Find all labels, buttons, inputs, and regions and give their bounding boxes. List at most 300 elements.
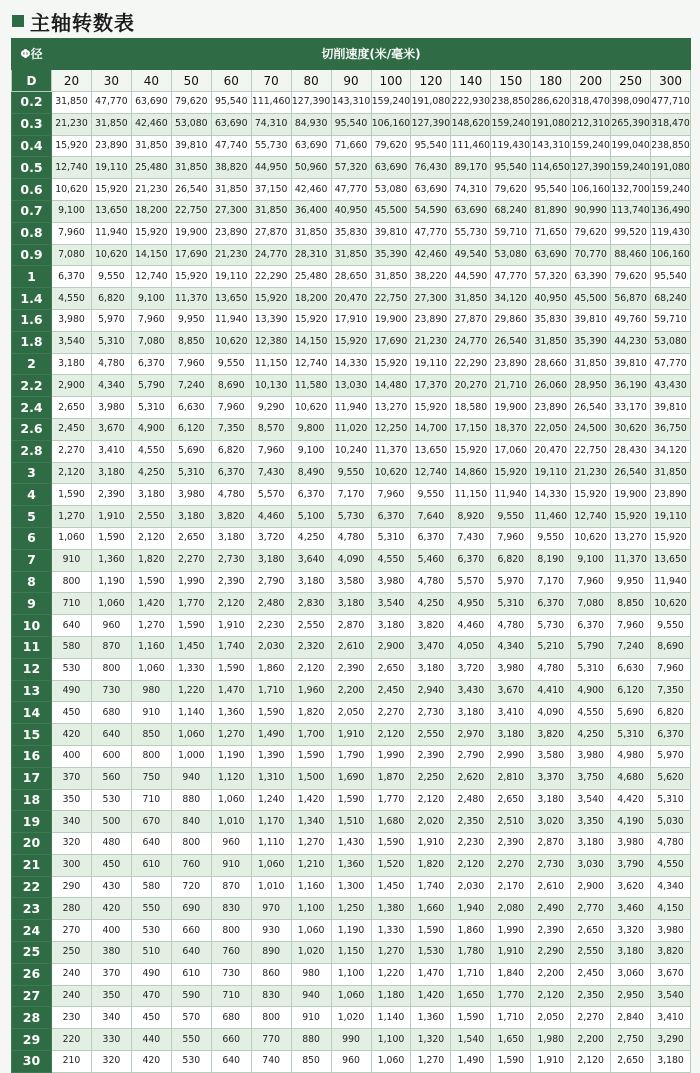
rpm-cell: 1,590: [211, 658, 251, 680]
rpm-cell: 4,900: [571, 680, 611, 702]
rpm-cell: 95,540: [211, 92, 251, 114]
rpm-cell: 7,080: [131, 331, 171, 353]
rpm-cell: 1,910: [531, 1051, 571, 1073]
rpm-cell: 2,230: [451, 833, 491, 855]
rpm-cell: 265,390: [611, 113, 651, 135]
rpm-cell: 1,320: [411, 1029, 451, 1051]
rpm-cell: 3,980: [571, 745, 611, 767]
rpm-cell: 2,200: [531, 963, 571, 985]
rpm-cell: 4,980: [611, 745, 651, 767]
rpm-cell: 1,450: [171, 636, 211, 658]
rpm-cell: 15,920: [131, 222, 171, 244]
rpm-cell: 3,410: [651, 1007, 691, 1029]
rpm-cell: 220: [52, 1029, 92, 1051]
rpm-cell: 95,540: [331, 113, 371, 135]
rpm-cell: 5,310: [131, 397, 171, 419]
rpm-cell: 7,080: [571, 593, 611, 615]
diameter-cell: 0.2: [12, 92, 52, 114]
diameter-cell: 14: [12, 702, 52, 724]
rpm-cell: 15,920: [371, 353, 411, 375]
rpm-cell: 1,360: [211, 702, 251, 724]
rpm-cell: 28,660: [531, 353, 571, 375]
rpm-cell: 132,700: [611, 179, 651, 201]
rpm-cell: 320: [91, 1051, 131, 1073]
rpm-cell: 940: [171, 767, 211, 789]
rpm-cell: 8,850: [171, 331, 211, 353]
rpm-cell: 19,900: [171, 222, 211, 244]
rpm-cell: 7,080: [52, 244, 92, 266]
rpm-cell: 3,410: [491, 702, 531, 724]
rpm-cell: 7,960: [371, 484, 411, 506]
rpm-cell: 53,080: [171, 113, 211, 135]
rpm-cell: 5,790: [131, 375, 171, 397]
diameter-cell: 30: [12, 1051, 52, 1073]
diameter-cell: 1.6: [12, 309, 52, 331]
rpm-cell: 40,950: [331, 200, 371, 222]
rpm-cell: 24,770: [251, 244, 291, 266]
rpm-cell: 2,120: [211, 593, 251, 615]
rpm-cell: 1,490: [451, 1051, 491, 1073]
rpm-cell: 1,660: [411, 898, 451, 920]
rpm-cell: 2,200: [571, 1029, 611, 1051]
rpm-cell: 71,650: [531, 222, 571, 244]
diameter-cell: 24: [12, 920, 52, 942]
rpm-cell: 25,480: [291, 266, 331, 288]
rpm-cell: 3,980: [171, 484, 211, 506]
rpm-cell: 14,860: [451, 462, 491, 484]
rpm-cell: 680: [91, 702, 131, 724]
speed-header-cell: 50: [171, 70, 211, 92]
rpm-cell: 5,970: [651, 745, 691, 767]
rpm-cell: 1,590: [52, 484, 92, 506]
diameter-cell: 2: [12, 353, 52, 375]
rpm-cell: 5,570: [251, 484, 291, 506]
rpm-cell: 13,270: [371, 397, 411, 419]
rpm-cell: 2,270: [371, 702, 411, 724]
rpm-cell: 4,150: [651, 898, 691, 920]
rpm-cell: 88,460: [611, 244, 651, 266]
rpm-cell: 127,390: [571, 157, 611, 179]
rpm-cell: 4,340: [651, 876, 691, 898]
rpm-cell: 14,330: [331, 353, 371, 375]
rpm-cell: 470: [131, 985, 171, 1007]
rpm-cell: 13,650: [91, 200, 131, 222]
diameter-cell: 16: [12, 745, 52, 767]
table-row: [12, 593, 691, 615]
rpm-cell: 3,790: [611, 854, 651, 876]
rpm-cell: 47,770: [491, 266, 531, 288]
rpm-cell: 640: [171, 942, 211, 964]
rpm-cell: 940: [291, 985, 331, 1007]
rpm-cell: 2,650: [571, 920, 611, 942]
rpm-cell: 640: [131, 833, 171, 855]
rpm-cell: 14,330: [531, 484, 571, 506]
rpm-cell: 3,180: [211, 527, 251, 549]
rpm-cell: 2,120: [571, 1051, 611, 1073]
rpm-cell: 47,770: [331, 179, 371, 201]
rpm-cell: 36,400: [291, 200, 331, 222]
rpm-cell: 35,390: [571, 331, 611, 353]
rpm-cell: 2,120: [531, 985, 571, 1007]
title-square-icon: [12, 15, 24, 27]
rpm-cell: 111,460: [251, 92, 291, 114]
rpm-cell: 840: [171, 811, 211, 833]
rpm-cell: 71,660: [331, 135, 371, 157]
rpm-cell: 1,060: [211, 789, 251, 811]
rpm-cell: 1,380: [371, 898, 411, 920]
rpm-cell: 9,550: [411, 484, 451, 506]
rpm-cell: 26,540: [571, 397, 611, 419]
rpm-cell: 1,160: [291, 876, 331, 898]
rpm-cell: 980: [291, 963, 331, 985]
rpm-cell: 2,830: [291, 593, 331, 615]
rpm-cell: 49,760: [611, 309, 651, 331]
rpm-cell: 13,650: [651, 549, 691, 571]
rpm-cell: 3,750: [571, 767, 611, 789]
rpm-cell: 6,820: [211, 440, 251, 462]
rpm-cell: 3,820: [411, 615, 451, 637]
rpm-cell: 1,270: [211, 724, 251, 746]
rpm-cell: 2,550: [571, 942, 611, 964]
diameter-cell: 8: [12, 571, 52, 593]
rpm-cell: 15,920: [291, 309, 331, 331]
rpm-cell: 15,920: [91, 179, 131, 201]
spindle-speed-table: [11, 38, 691, 1073]
rpm-cell: 10,240: [331, 440, 371, 462]
rpm-cell: 7,350: [651, 680, 691, 702]
rpm-cell: 39,810: [571, 309, 611, 331]
rpm-cell: 2,120: [52, 462, 92, 484]
rpm-cell: 8,850: [611, 593, 651, 615]
rpm-cell: 6,370: [651, 724, 691, 746]
rpm-cell: 5,620: [651, 767, 691, 789]
rpm-cell: 4,900: [131, 418, 171, 440]
rpm-cell: 106,160: [571, 179, 611, 201]
rpm-cell: 1,420: [131, 593, 171, 615]
rpm-cell: 2,650: [52, 397, 92, 419]
rpm-cell: 5,570: [451, 571, 491, 593]
rpm-cell: 9,550: [651, 615, 691, 637]
rpm-cell: 1,910: [491, 942, 531, 964]
table-row: [12, 309, 691, 331]
rpm-cell: 7,430: [251, 462, 291, 484]
rpm-cell: 3,180: [251, 549, 291, 571]
rpm-cell: 1,210: [291, 854, 331, 876]
rpm-cell: 35,830: [531, 309, 571, 331]
rpm-cell: 11,150: [251, 353, 291, 375]
rpm-cell: 530: [52, 658, 92, 680]
rpm-cell: 800: [211, 920, 251, 942]
rpm-cell: 95,540: [651, 266, 691, 288]
rpm-cell: 550: [171, 1029, 211, 1051]
rpm-cell: 1,010: [211, 811, 251, 833]
diameter-cell: 5: [12, 506, 52, 528]
rpm-cell: 159,240: [491, 113, 531, 135]
rpm-cell: 960: [211, 833, 251, 855]
rpm-cell: 3,410: [91, 440, 131, 462]
diameter-cell: 11: [12, 636, 52, 658]
table-row: [12, 113, 691, 135]
diameter-cell: 15: [12, 724, 52, 746]
rpm-cell: 14,150: [291, 331, 331, 353]
rpm-cell: 340: [91, 1007, 131, 1029]
rpm-cell: 710: [52, 593, 92, 615]
rpm-cell: 2,900: [52, 375, 92, 397]
rpm-cell: 2,450: [571, 963, 611, 985]
rpm-cell: 2,450: [371, 680, 411, 702]
rpm-cell: 4,250: [411, 593, 451, 615]
rpm-cell: 13,650: [411, 440, 451, 462]
rpm-cell: 5,310: [171, 462, 211, 484]
rpm-cell: 4,460: [451, 615, 491, 637]
rpm-cell: 27,870: [451, 309, 491, 331]
rpm-cell: 2,270: [491, 854, 531, 876]
rpm-cell: 53,080: [371, 179, 411, 201]
table-row: [12, 200, 691, 222]
rpm-cell: 44,590: [451, 266, 491, 288]
rpm-cell: 660: [171, 920, 211, 942]
rpm-cell: 127,390: [291, 92, 331, 114]
rpm-cell: 980: [131, 680, 171, 702]
rpm-cell: 3,180: [91, 462, 131, 484]
rpm-cell: 2,120: [411, 789, 451, 811]
table-row: [12, 658, 691, 680]
rpm-cell: 2,650: [491, 789, 531, 811]
rpm-cell: 1,140: [371, 1007, 411, 1029]
rpm-cell: 1,510: [331, 811, 371, 833]
rpm-cell: 1,740: [211, 636, 251, 658]
rpm-cell: 3,290: [651, 1029, 691, 1051]
table-row: [12, 397, 691, 419]
rpm-cell: 9,100: [291, 440, 331, 462]
table-row: [12, 222, 691, 244]
rpm-cell: 2,550: [411, 724, 451, 746]
rpm-cell: 95,540: [411, 135, 451, 157]
rpm-cell: 1,020: [291, 942, 331, 964]
rpm-cell: 34,120: [491, 288, 531, 310]
rpm-cell: 2,550: [131, 506, 171, 528]
rpm-cell: 1,780: [451, 942, 491, 964]
rpm-cell: 2,900: [371, 636, 411, 658]
rpm-cell: 270: [52, 920, 92, 942]
rpm-cell: 480: [91, 833, 131, 855]
rpm-cell: 1,100: [291, 898, 331, 920]
rpm-cell: 1,910: [331, 724, 371, 746]
rpm-cell: 1,680: [371, 811, 411, 833]
rpm-cell: 4,780: [331, 527, 371, 549]
rpm-cell: 730: [91, 680, 131, 702]
rpm-cell: 1,270: [411, 1051, 451, 1073]
rpm-cell: 191,080: [411, 92, 451, 114]
rpm-cell: 1,700: [291, 724, 331, 746]
rpm-cell: 31,850: [571, 353, 611, 375]
rpm-cell: 106,160: [371, 113, 411, 135]
rpm-cell: 1,860: [451, 920, 491, 942]
rpm-cell: 26,540: [611, 462, 651, 484]
rpm-cell: 1,690: [331, 767, 371, 789]
rpm-cell: 5,210: [531, 636, 571, 658]
rpm-cell: 17,150: [451, 418, 491, 440]
rpm-cell: 3,980: [91, 397, 131, 419]
rpm-cell: 510: [131, 942, 171, 964]
rpm-cell: 89,170: [451, 157, 491, 179]
rpm-cell: 1,300: [331, 876, 371, 898]
rpm-cell: 4,250: [571, 724, 611, 746]
diameter-cell: 0.8: [12, 222, 52, 244]
rpm-cell: 3,540: [52, 331, 92, 353]
rpm-cell: 7,960: [611, 615, 651, 637]
rpm-cell: 63,690: [131, 92, 171, 114]
rpm-cell: 11,460: [531, 506, 571, 528]
rpm-cell: 8,920: [451, 506, 491, 528]
rpm-cell: 55,730: [451, 222, 491, 244]
table-row: [12, 549, 691, 571]
rpm-cell: 7,170: [331, 484, 371, 506]
rpm-cell: 3,370: [531, 767, 571, 789]
rpm-cell: 4,250: [291, 527, 331, 549]
rpm-cell: 1,910: [211, 615, 251, 637]
rpm-cell: 4,340: [91, 375, 131, 397]
table-row: [12, 571, 691, 593]
rpm-cell: 1,450: [371, 876, 411, 898]
rpm-cell: 1,110: [251, 833, 291, 855]
rpm-cell: 2,270: [171, 549, 211, 571]
rpm-cell: 2,030: [451, 876, 491, 898]
rpm-cell: 9,550: [491, 506, 531, 528]
rpm-cell: 4,050: [451, 636, 491, 658]
rpm-cell: 1,060: [291, 920, 331, 942]
rpm-cell: 1,180: [371, 985, 411, 1007]
rpm-cell: 2,290: [531, 942, 571, 964]
rpm-cell: 1,060: [331, 985, 371, 1007]
rpm-cell: 31,850: [451, 288, 491, 310]
rpm-cell: 36,750: [651, 418, 691, 440]
rpm-cell: 1,140: [171, 702, 211, 724]
rpm-cell: 420: [91, 898, 131, 920]
rpm-cell: 210: [52, 1051, 92, 1073]
rpm-cell: 38,220: [411, 266, 451, 288]
rpm-cell: 1,000: [171, 745, 211, 767]
rpm-cell: 4,250: [131, 462, 171, 484]
rpm-cell: 3,060: [611, 963, 651, 985]
rpm-cell: 4,550: [651, 854, 691, 876]
rpm-cell: 95,540: [491, 157, 531, 179]
rpm-cell: 6,370: [371, 506, 411, 528]
rpm-cell: 8,690: [651, 636, 691, 658]
rpm-cell: 2,970: [451, 724, 491, 746]
rpm-cell: 2,730: [211, 549, 251, 571]
rpm-cell: 5,730: [531, 615, 571, 637]
rpm-cell: 6,820: [651, 702, 691, 724]
rpm-cell: 380: [91, 942, 131, 964]
rpm-cell: 11,370: [371, 440, 411, 462]
speed-header-cell: 200: [571, 70, 611, 92]
rpm-cell: 320: [52, 833, 92, 855]
rpm-cell: 550: [131, 898, 171, 920]
rpm-cell: 1,740: [411, 876, 451, 898]
diameter-cell: 29: [12, 1029, 52, 1051]
rpm-cell: 1,060: [251, 854, 291, 876]
rpm-cell: 910: [211, 854, 251, 876]
rpm-cell: 7,170: [531, 571, 571, 593]
rpm-cell: 350: [52, 789, 92, 811]
rpm-cell: 23,890: [531, 397, 571, 419]
rpm-cell: 3,180: [371, 615, 411, 637]
rpm-cell: 39,810: [371, 222, 411, 244]
rpm-cell: 212,310: [571, 113, 611, 135]
rpm-cell: 580: [52, 636, 92, 658]
rpm-cell: 398,090: [611, 92, 651, 114]
rpm-cell: 22,750: [171, 200, 211, 222]
rpm-cell: 1,770: [171, 593, 211, 615]
table-row: [12, 462, 691, 484]
rpm-cell: 5,030: [651, 811, 691, 833]
diameter-cell: 1.4: [12, 288, 52, 310]
rpm-cell: 420: [131, 1051, 171, 1073]
rpm-cell: 2,610: [331, 636, 371, 658]
rpm-cell: 2,990: [491, 745, 531, 767]
rpm-cell: 10,130: [251, 375, 291, 397]
rpm-cell: 2,120: [131, 527, 171, 549]
rpm-cell: 1,360: [91, 549, 131, 571]
rpm-cell: 2,950: [611, 985, 651, 1007]
rpm-cell: 3,020: [531, 811, 571, 833]
rpm-cell: 7,960: [491, 527, 531, 549]
rpm-cell: 2,450: [52, 418, 92, 440]
rpm-cell: 31,850: [291, 222, 331, 244]
rpm-cell: 14,150: [131, 244, 171, 266]
rpm-cell: 15,920: [411, 397, 451, 419]
rpm-cell: 3,180: [331, 593, 371, 615]
rpm-cell: 740: [251, 1051, 291, 1073]
rpm-cell: 2,390: [91, 484, 131, 506]
rpm-cell: 1,020: [331, 1007, 371, 1029]
rpm-cell: 22,290: [451, 353, 491, 375]
rpm-cell: 350: [91, 985, 131, 1007]
diameter-cell: 0.5: [12, 157, 52, 179]
rpm-cell: 79,620: [491, 179, 531, 201]
rpm-cell: 17,370: [411, 375, 451, 397]
rpm-cell: 10,620: [571, 527, 611, 549]
rpm-cell: 3,180: [131, 484, 171, 506]
rpm-cell: 6,820: [91, 288, 131, 310]
rpm-cell: 890: [251, 942, 291, 964]
table-row: [12, 135, 691, 157]
rpm-cell: 1,860: [251, 658, 291, 680]
rpm-cell: 19,110: [211, 266, 251, 288]
rpm-cell: 1,060: [371, 1051, 411, 1073]
speed-header-cell: 180: [531, 70, 571, 92]
rpm-cell: 1,590: [251, 702, 291, 724]
rpm-cell: 23,890: [491, 353, 531, 375]
rpm-cell: 127,390: [411, 113, 451, 135]
rpm-cell: 31,850: [91, 113, 131, 135]
rpm-cell: 18,200: [291, 288, 331, 310]
rpm-cell: 238,850: [491, 92, 531, 114]
speed-header-cell: 70: [251, 70, 291, 92]
table-row: [12, 745, 691, 767]
diameter-header: D: [12, 70, 52, 92]
rpm-cell: 1,190: [331, 920, 371, 942]
rpm-cell: 1,820: [131, 549, 171, 571]
rpm-cell: 79,620: [611, 266, 651, 288]
rpm-cell: 23,890: [651, 484, 691, 506]
rpm-cell: 450: [52, 702, 92, 724]
table-row: [12, 854, 691, 876]
rpm-cell: 90,990: [571, 200, 611, 222]
rpm-cell: 9,290: [251, 397, 291, 419]
rpm-cell: 2,120: [291, 658, 331, 680]
